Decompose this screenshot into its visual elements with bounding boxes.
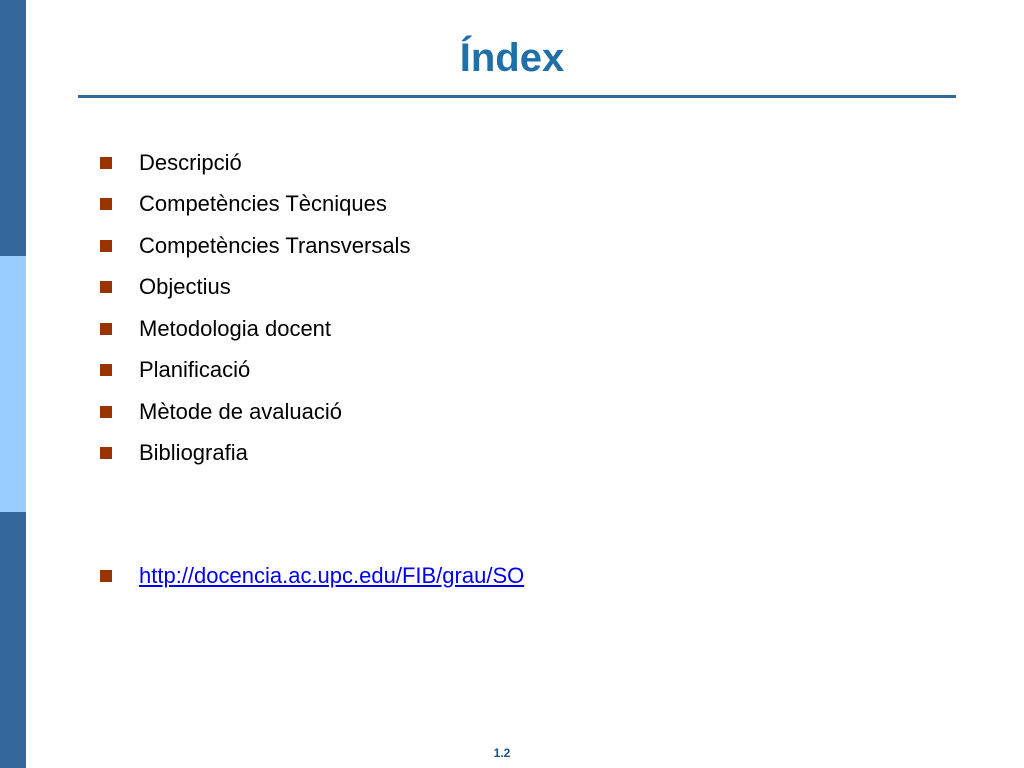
square-bullet-icon [100,240,112,252]
square-bullet-icon [100,406,112,418]
list-item-label: Competències Transversals [139,232,411,258]
page-number: 1.2 [493,746,511,760]
list-item [100,555,524,597]
square-bullet-icon [100,447,112,459]
list-item [100,433,410,475]
list-item-label: Objectius [139,274,231,300]
list-item [100,308,410,350]
list-item-label: Planificació [139,357,251,383]
square-bullet-icon [100,198,112,210]
list-item-label: Metodologia docent [139,315,332,341]
sidebar-dark-bottom [0,512,26,768]
list-item-label: Descripció [139,149,242,175]
list-item [100,184,410,226]
slide-title: Índex [459,36,565,80]
course-website-link[interactable]: http://docencia.ac.upc.edu/FIB/grau/SO [139,562,525,588]
link-list [100,555,524,597]
list-item [100,142,410,184]
list-item [100,267,410,309]
list-item-label: Bibliografia [139,440,248,466]
square-bullet-icon [100,364,112,376]
square-bullet-icon [100,570,112,582]
list-item-label: Competències Tècniques [139,191,387,217]
square-bullet-icon [100,323,112,335]
list-item [100,391,410,433]
square-bullet-icon [100,281,112,293]
list-item [100,350,410,392]
index-list [100,142,410,474]
square-bullet-icon [100,157,112,169]
list-item [100,225,410,267]
sidebar-light-middle [0,256,26,512]
list-item-label: Mètode de avaluació [139,398,343,424]
title-underline [78,95,956,98]
